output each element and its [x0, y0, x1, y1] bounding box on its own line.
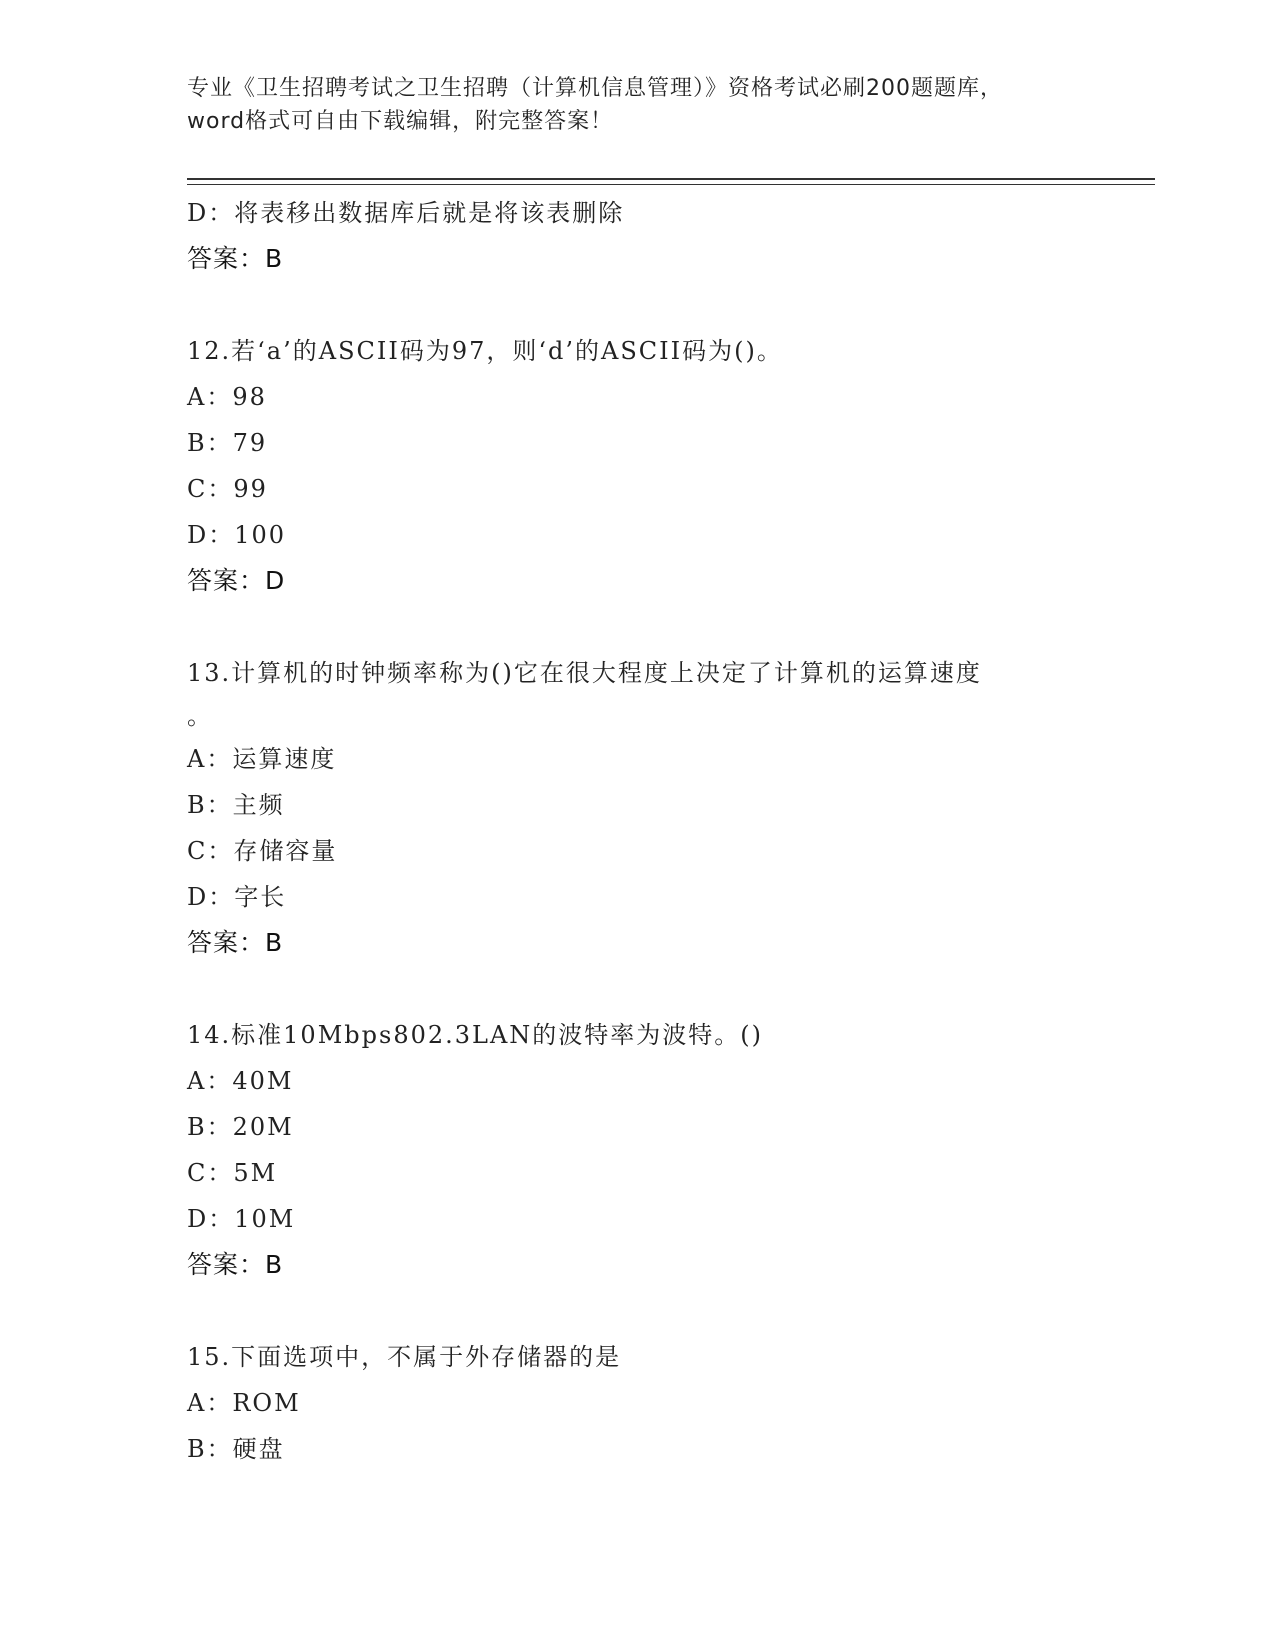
option-a-12: A：98 — [187, 383, 267, 411]
question-stem-13: 13.计算机的时钟频率称为()它在很大程度上决定了计算机的运算速度 — [187, 659, 982, 687]
option-a-14: A：40M — [187, 1067, 294, 1095]
spacer — [187, 604, 1087, 650]
option-d-12: D：100 — [187, 521, 287, 549]
spacer — [187, 1288, 1087, 1334]
spacer — [187, 966, 1087, 1012]
answer-14: 答案：B — [187, 1250, 284, 1279]
answer-carryover: 答案：B — [187, 244, 284, 273]
option-c-14: C：5M — [187, 1159, 278, 1187]
option-d-14: D：10M — [187, 1205, 296, 1233]
question-list — [187, 190, 1087, 1472]
option-b-14: B：20M — [187, 1113, 294, 1141]
option-c-13: C：存储容量 — [187, 837, 338, 865]
question-stem-12: 12.若‘a’的ASCII码为97，则‘d’的ASCII码为()。 — [187, 337, 783, 365]
option-c-12: C：99 — [187, 475, 268, 503]
option-a-15: A：ROM — [187, 1389, 301, 1417]
option-d-carryover: D：将表移出数据库后就是将该表删除 — [187, 199, 625, 227]
document-header — [187, 72, 1087, 138]
option-d-13: D：字长 — [187, 883, 287, 911]
question-stem-14: 14.标准10Mbps802.3LAN的波特率为波特。() — [187, 1021, 764, 1049]
option-b-12: B：79 — [187, 429, 268, 457]
option-b-13: B：主频 — [187, 791, 285, 819]
header-divider-thick — [187, 178, 1155, 180]
question-stem-13-continuation: 。 — [187, 702, 211, 730]
header-title-line1: 专业《卫生招聘考试之卫生招聘（计算机信息管理）》资格考试必刷200题题库， — [187, 76, 1003, 101]
option-b-15: B：硬盘 — [187, 1435, 285, 1463]
answer-12: 答案：D — [187, 566, 286, 595]
answer-13: 答案：B — [187, 928, 284, 957]
question-stem-15: 15.下面选项中，不属于外存储器的是 — [187, 1343, 622, 1371]
spacer — [187, 282, 1087, 328]
option-a-13: A：运算速度 — [187, 745, 337, 773]
header-title-line2: word格式可自由下载编辑，附完整答案！ — [187, 109, 614, 134]
header-divider-thin — [187, 184, 1155, 185]
